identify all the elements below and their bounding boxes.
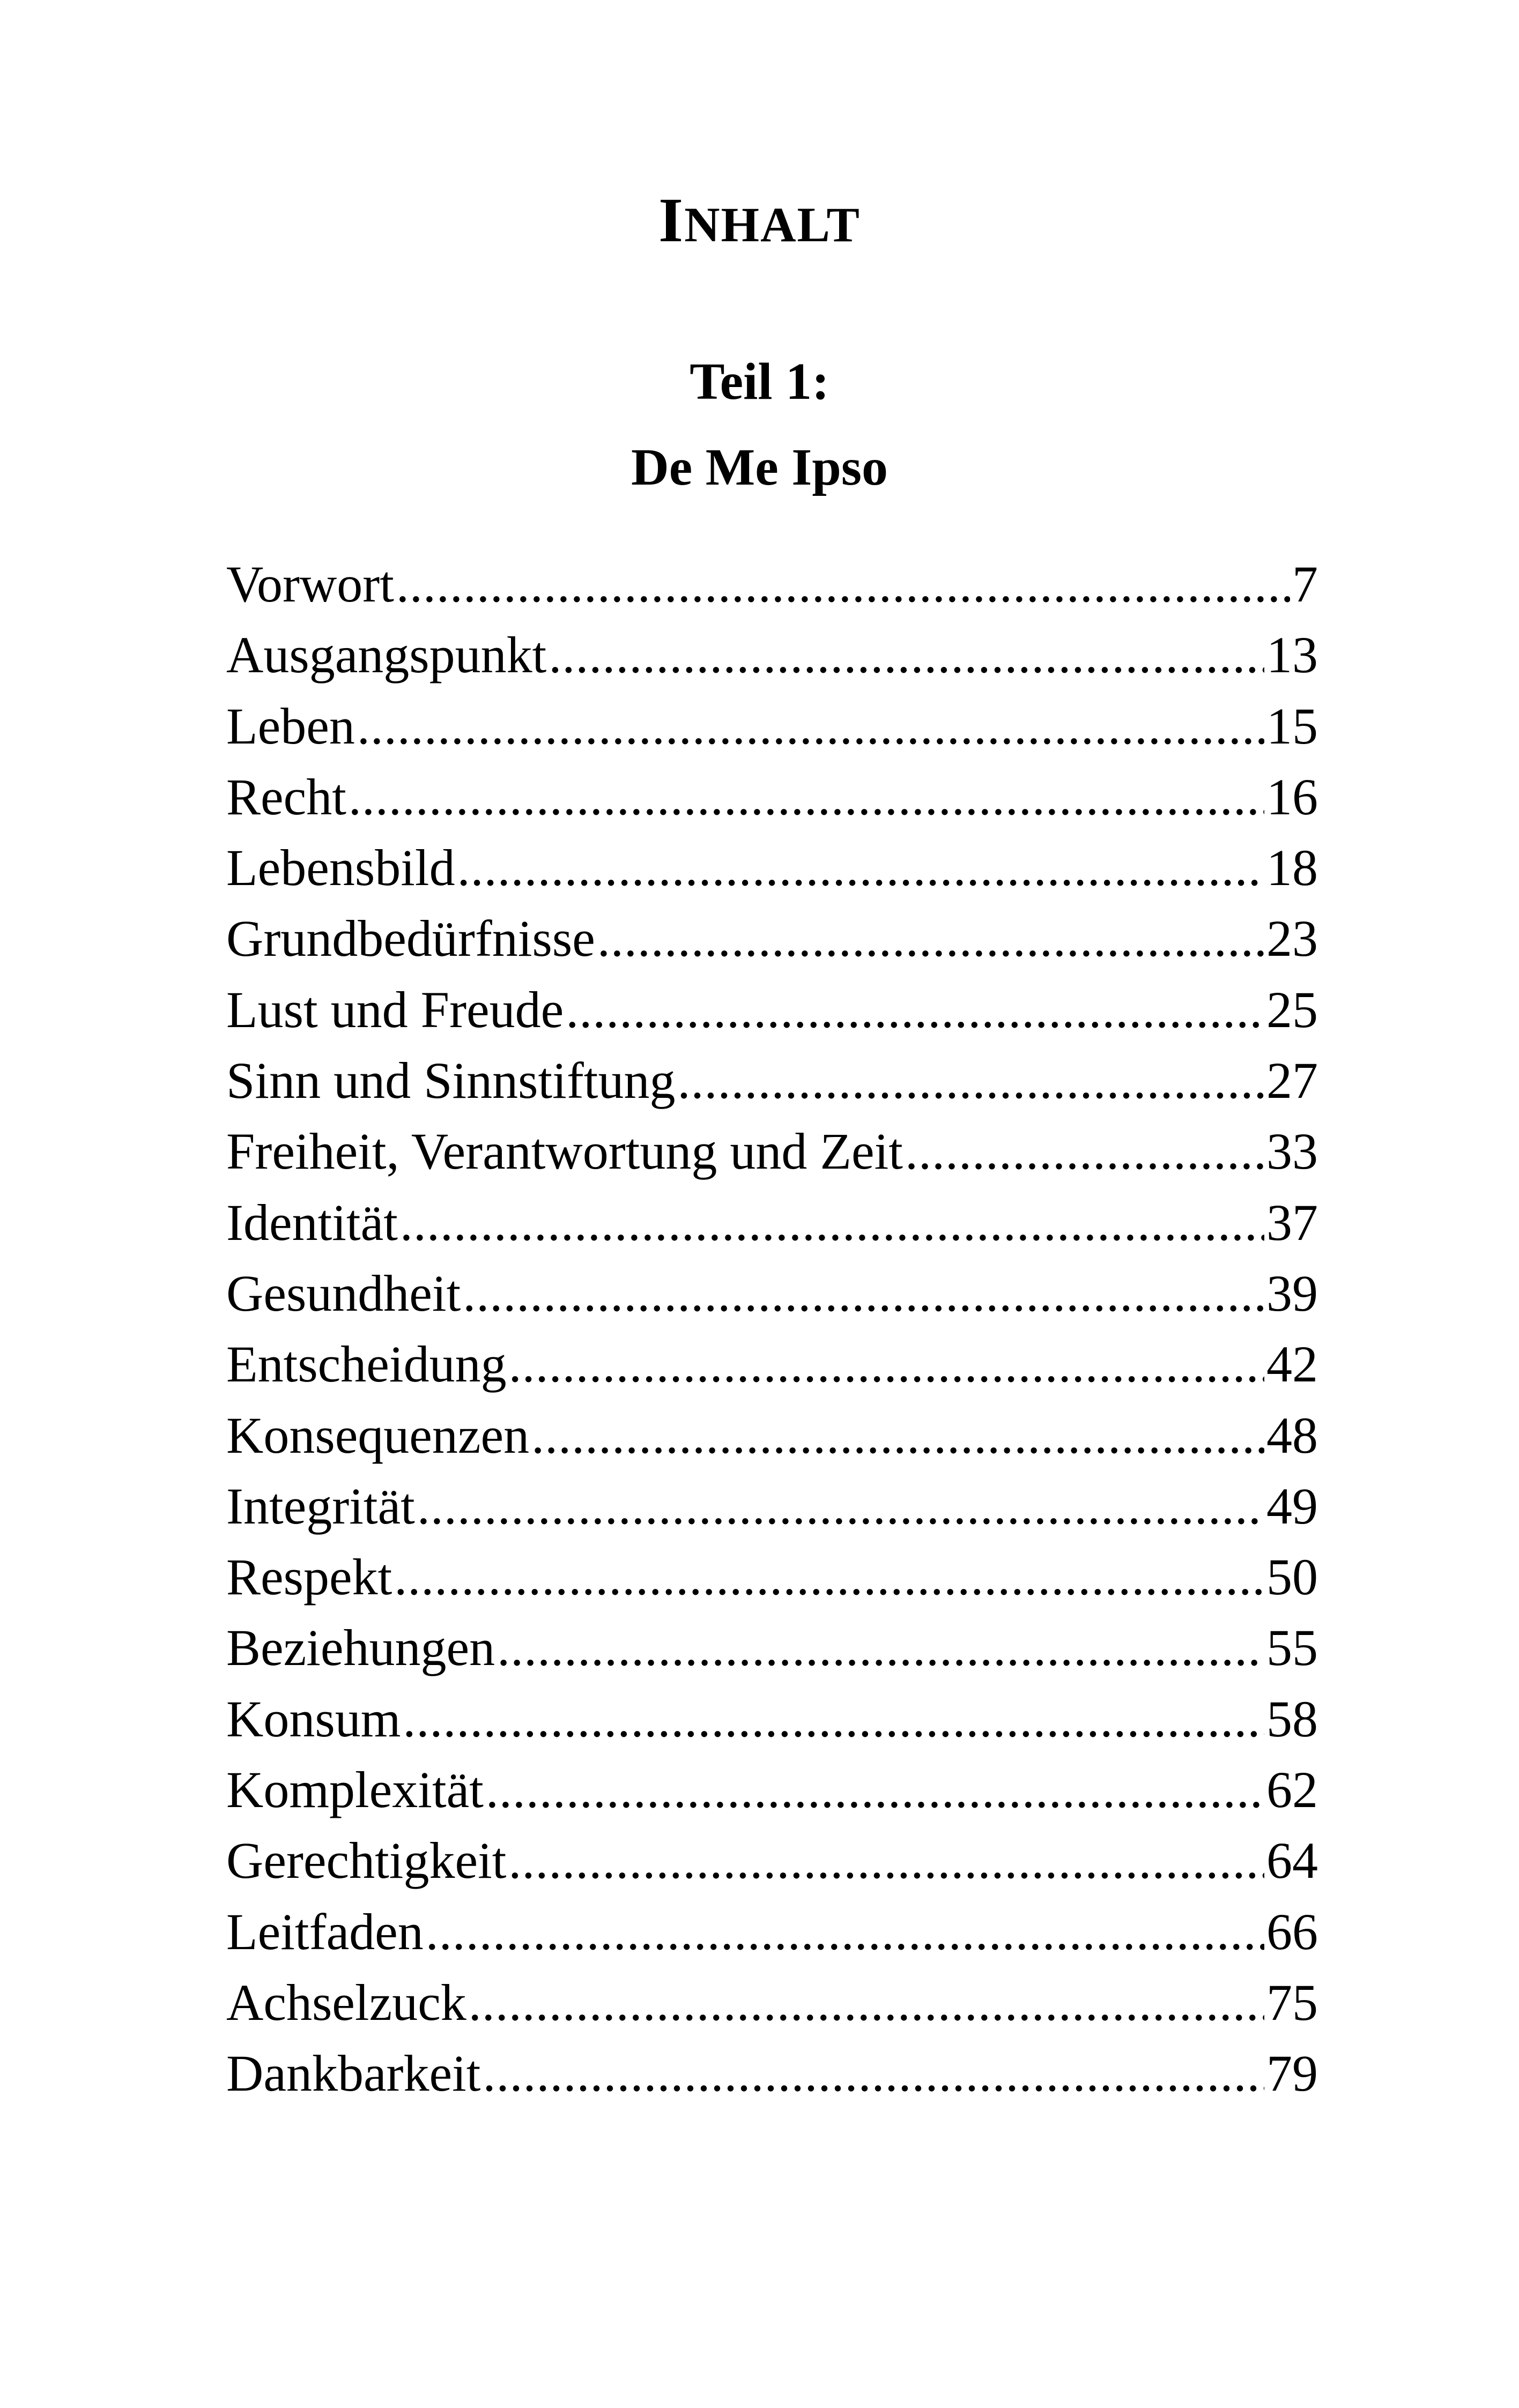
toc-entry-title: Dankbarkeit (226, 2045, 481, 2102)
toc-entry-page: 58 (1266, 1690, 1318, 1748)
toc-entry-title: Gerechtigkeit (226, 1832, 507, 1890)
toc-dot-leader (549, 620, 1264, 690)
toc-entry-title: Identität (226, 1193, 398, 1251)
toc-entry (226, 1897, 1318, 1967)
toc-entry-page: 7 (1292, 555, 1318, 613)
toc-entry-title: Vorwort (226, 555, 394, 613)
toc-entry-page: 48 (1266, 1406, 1318, 1464)
toc-entry-title: Beziehungen (226, 1619, 495, 1677)
toc-entry-page: 27 (1266, 1052, 1318, 1110)
toc-entry-page: 64 (1266, 1832, 1318, 1890)
toc-entry-title: Leben (226, 697, 355, 755)
toc-entry-title: Achselzuck (226, 1973, 466, 2031)
toc-dot-leader (400, 1187, 1264, 1258)
toc-entry-title: Respekt (226, 1548, 392, 1606)
toc-dot-leader (457, 833, 1264, 903)
toc-entry-title: Freiheit, Verantwortung und Zeit (226, 1123, 903, 1180)
toc-dot-leader (597, 903, 1264, 974)
toc-entry-page: 16 (1266, 768, 1318, 826)
toc-entry (226, 1187, 1318, 1258)
toc-entry-title: Konsequenzen (226, 1406, 530, 1464)
toc-entry (226, 1258, 1318, 1329)
toc-entry-page: 79 (1266, 2045, 1318, 2102)
toc-entry-title: Sinn und Sinnstiftung (226, 1052, 676, 1110)
toc-entry (226, 691, 1318, 762)
toc-dot-leader (905, 1116, 1264, 1187)
page-title (0, 185, 1519, 259)
toc-entry (226, 975, 1318, 1045)
toc-entry (226, 1329, 1318, 1400)
table-of-contents (226, 549, 1318, 2109)
toc-entry (226, 1542, 1318, 1612)
toc-entry-page: 18 (1266, 839, 1318, 897)
toc-entry-title: Komplexität (226, 1761, 484, 1819)
toc-entry (226, 1825, 1318, 1896)
toc-entry (226, 1045, 1318, 1116)
toc-entry-page: 49 (1266, 1477, 1318, 1535)
toc-dot-leader (357, 691, 1264, 762)
toc-entry (226, 762, 1318, 833)
toc-entry (226, 549, 1318, 620)
toc-dot-leader (566, 975, 1264, 1045)
toc-entry (226, 1116, 1318, 1187)
toc-dot-leader (677, 1045, 1264, 1116)
toc-dot-leader (469, 1967, 1264, 2038)
toc-entry-title: Lust und Freude (226, 980, 564, 1038)
toc-dot-leader (426, 1897, 1264, 1967)
toc-entry-page: 39 (1266, 1264, 1318, 1322)
toc-entry-title: Leitfaden (226, 1902, 424, 1960)
toc-dot-leader (483, 2038, 1264, 2109)
toc-dot-leader (497, 1612, 1264, 1683)
toc-dot-leader (349, 762, 1264, 833)
part-heading (0, 339, 1519, 510)
toc-dot-leader (417, 1471, 1264, 1542)
toc-dot-leader (486, 1755, 1264, 1825)
part-label: Teil 1: (690, 353, 829, 411)
toc-dot-leader (509, 1329, 1264, 1400)
toc-dot-leader (396, 549, 1290, 620)
part-name: De Me Ipso (631, 439, 888, 496)
toc-entry (226, 1471, 1318, 1542)
page-title-initial: I (658, 185, 685, 255)
toc-dot-leader (463, 1258, 1264, 1329)
toc-entry (226, 1612, 1318, 1683)
toc-entry-page: 25 (1266, 980, 1318, 1038)
toc-entry-page: 50 (1266, 1548, 1318, 1606)
toc-entry-title: Entscheidung (226, 1335, 507, 1393)
toc-entry (226, 1684, 1318, 1755)
toc-entry-page: 15 (1266, 697, 1318, 755)
toc-entry-title: Grundbedürfnisse (226, 910, 595, 968)
toc-entry-page: 42 (1266, 1335, 1318, 1393)
toc-entry (226, 903, 1318, 974)
toc-dot-leader (394, 1542, 1264, 1612)
toc-entry (226, 833, 1318, 903)
toc-entry-page: 23 (1266, 910, 1318, 968)
toc-entry (226, 2038, 1318, 2109)
toc-dot-leader (403, 1684, 1264, 1755)
toc-entry-page: 33 (1266, 1123, 1318, 1180)
toc-entry (226, 620, 1318, 690)
toc-entry (226, 1755, 1318, 1825)
toc-entry-page: 62 (1266, 1761, 1318, 1819)
toc-dot-leader (508, 1825, 1264, 1896)
toc-entry-title: Ausgangspunkt (226, 626, 547, 684)
toc-entry-page: 55 (1266, 1619, 1318, 1677)
toc-dot-leader (531, 1400, 1264, 1471)
page-title-rest: NHALT (684, 197, 861, 252)
toc-entry-title: Konsum (226, 1690, 401, 1748)
toc-entry-page: 66 (1266, 1902, 1318, 1960)
toc-entry (226, 1967, 1318, 2038)
toc-entry-title: Gesundheit (226, 1264, 461, 1322)
toc-entry-title: Integrität (226, 1477, 415, 1535)
toc-entry-title: Recht (226, 768, 346, 826)
toc-entry (226, 1400, 1318, 1471)
toc-entry-page: 37 (1266, 1193, 1318, 1251)
toc-entry-page: 75 (1266, 1973, 1318, 2031)
toc-entry-page: 13 (1266, 626, 1318, 684)
toc-entry-title: Lebensbild (226, 839, 455, 897)
